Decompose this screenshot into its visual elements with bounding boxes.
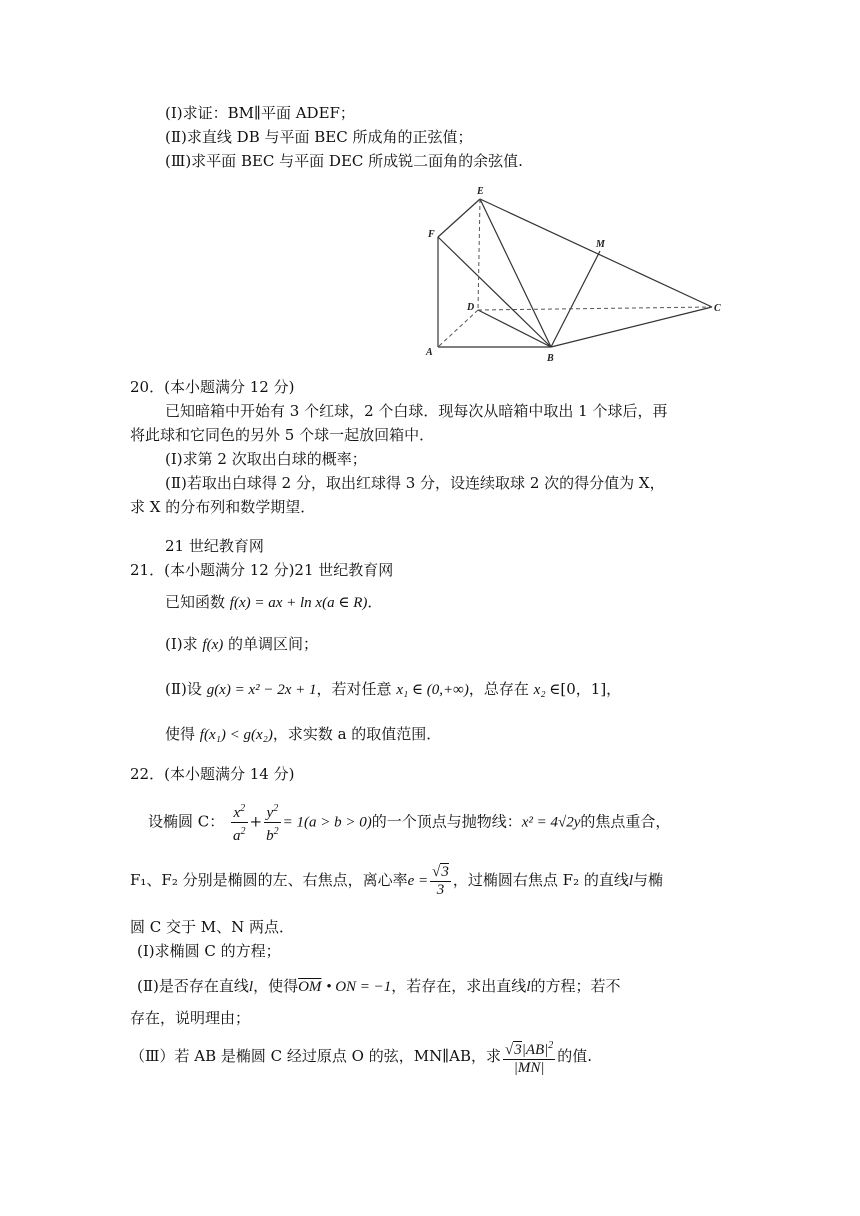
label-B: B <box>547 353 554 364</box>
q21-function: f(x) = ax + ln x(a ∈ R) <box>229 595 368 611</box>
frac-x2-a2: $\frac{x^2}{a^2}$ <box>231 800 248 845</box>
q20-part2: (Ⅱ)若取出白球得 2 分，取出红球得 3 分，设连续取球 2 次的得分值为 X， <box>165 474 665 492</box>
q19-part1: (I)求证：BM∥平面 ADEF； <box>165 104 355 122</box>
q22-line3: 圆 C 交于 M、N 两点． <box>130 918 295 936</box>
q19-part2: (Ⅱ)求直线 DB 与平面 BEC 所成角的正弦值； <box>165 128 473 146</box>
edge-EC <box>480 199 712 307</box>
q20-part1: (I)求第 2 次取出白球的概率； <box>165 450 367 468</box>
q22-part2-cont: 存在，说明理由； <box>130 1009 251 1027</box>
label-A: A <box>426 347 433 358</box>
q20-header: 20．(本小题满分 12 分) <box>130 378 295 396</box>
edge-FB <box>438 237 551 347</box>
label-C: C <box>714 303 721 314</box>
vector-OM: $\overline{OM}$ <box>298 979 322 995</box>
frac-sqrt3-AB2-over-MN: $\frac{√3|AB|^2}{|MN|}$ <box>503 1037 555 1077</box>
edge-EB <box>480 199 551 347</box>
label-M: M <box>596 239 605 250</box>
q19-part3: (Ⅲ)求平面 BEC 与平面 DEC 所成锐二面角的余弦值. <box>165 152 523 170</box>
q21-header: 21．(本小题满分 12 分)21 世纪教育网 <box>130 561 394 579</box>
q22-part2: (Ⅱ)是否存在直线l，使得$\overline{OM}$ • ON = −1，若存在，求出直线l的方程；若不 <box>137 977 621 995</box>
edge-BM <box>551 251 600 347</box>
edge-DA <box>438 310 478 347</box>
q22-part1: (I)求椭圆 C 的方程； <box>137 942 281 960</box>
q22-stem: 设椭圆 C： $\frac{x^2}{a^2}$ + $\frac{y^2}{b^2}$ = 1(a > b > 0)的一个顶点与抛物线：x² = 4√2y的焦点重合， <box>148 800 670 845</box>
edge-ED <box>478 199 480 310</box>
geometry-figure <box>420 185 740 365</box>
frac-sqrt3-over-3: $\frac{√3}{3}$ <box>432 863 449 898</box>
edge-BC <box>551 307 712 347</box>
q22-header: 22．(本小题满分 14 分) <box>130 765 295 783</box>
q20-stem-line2: 将此球和它同色的另外 5 个球一起放回箱中． <box>130 426 435 444</box>
q21-part2: (Ⅱ)设 g(x) = x² − 2x + 1，若对任意 x₁ ∈ (0,+∞)，总存在 x₂ ∈[0，1]， <box>165 680 622 698</box>
edge-FE <box>438 199 480 237</box>
label-D: D <box>467 302 475 313</box>
q21-part2-cont: 使得 f(x₁) < g(x₂)，求实数 a 的取值范围． <box>165 725 442 743</box>
edge-DB <box>478 310 551 347</box>
q21-stem: 已知函数 f(x) = ax + ln x(a ∈ R)． <box>165 593 383 611</box>
frac-y2-b2: $\frac{y^2}{b^2}$ <box>264 800 281 845</box>
q21-part1: (I)求 f(x) 的单调区间； <box>165 635 319 653</box>
edge-DC <box>478 307 712 310</box>
label-E: E <box>477 186 484 197</box>
label-F: F <box>428 229 435 240</box>
watermark-text: 21 世纪教育网 <box>165 537 264 555</box>
q22-part3: （Ⅲ）若 AB 是椭圆 C 经过原点 O 的弦，MN∥AB，求 $\frac{√3|AB|^2}{|MN|}$ 的值. <box>130 1036 592 1077</box>
q20-part2-cont: 求 X 的分布列和数学期望． <box>130 498 316 516</box>
q22-line2: F₁、F₂ 分别是椭圆的左、右焦点，离心率e = $\frac{√3}{3}$ ，过椭圆右焦点 F₂ 的直线l与椭 <box>130 863 664 898</box>
q20-stem-line1: 已知暗箱中开始有 3 个红球，2 个白球．现每次从暗箱中取出 1 个球后，再 <box>165 402 668 420</box>
